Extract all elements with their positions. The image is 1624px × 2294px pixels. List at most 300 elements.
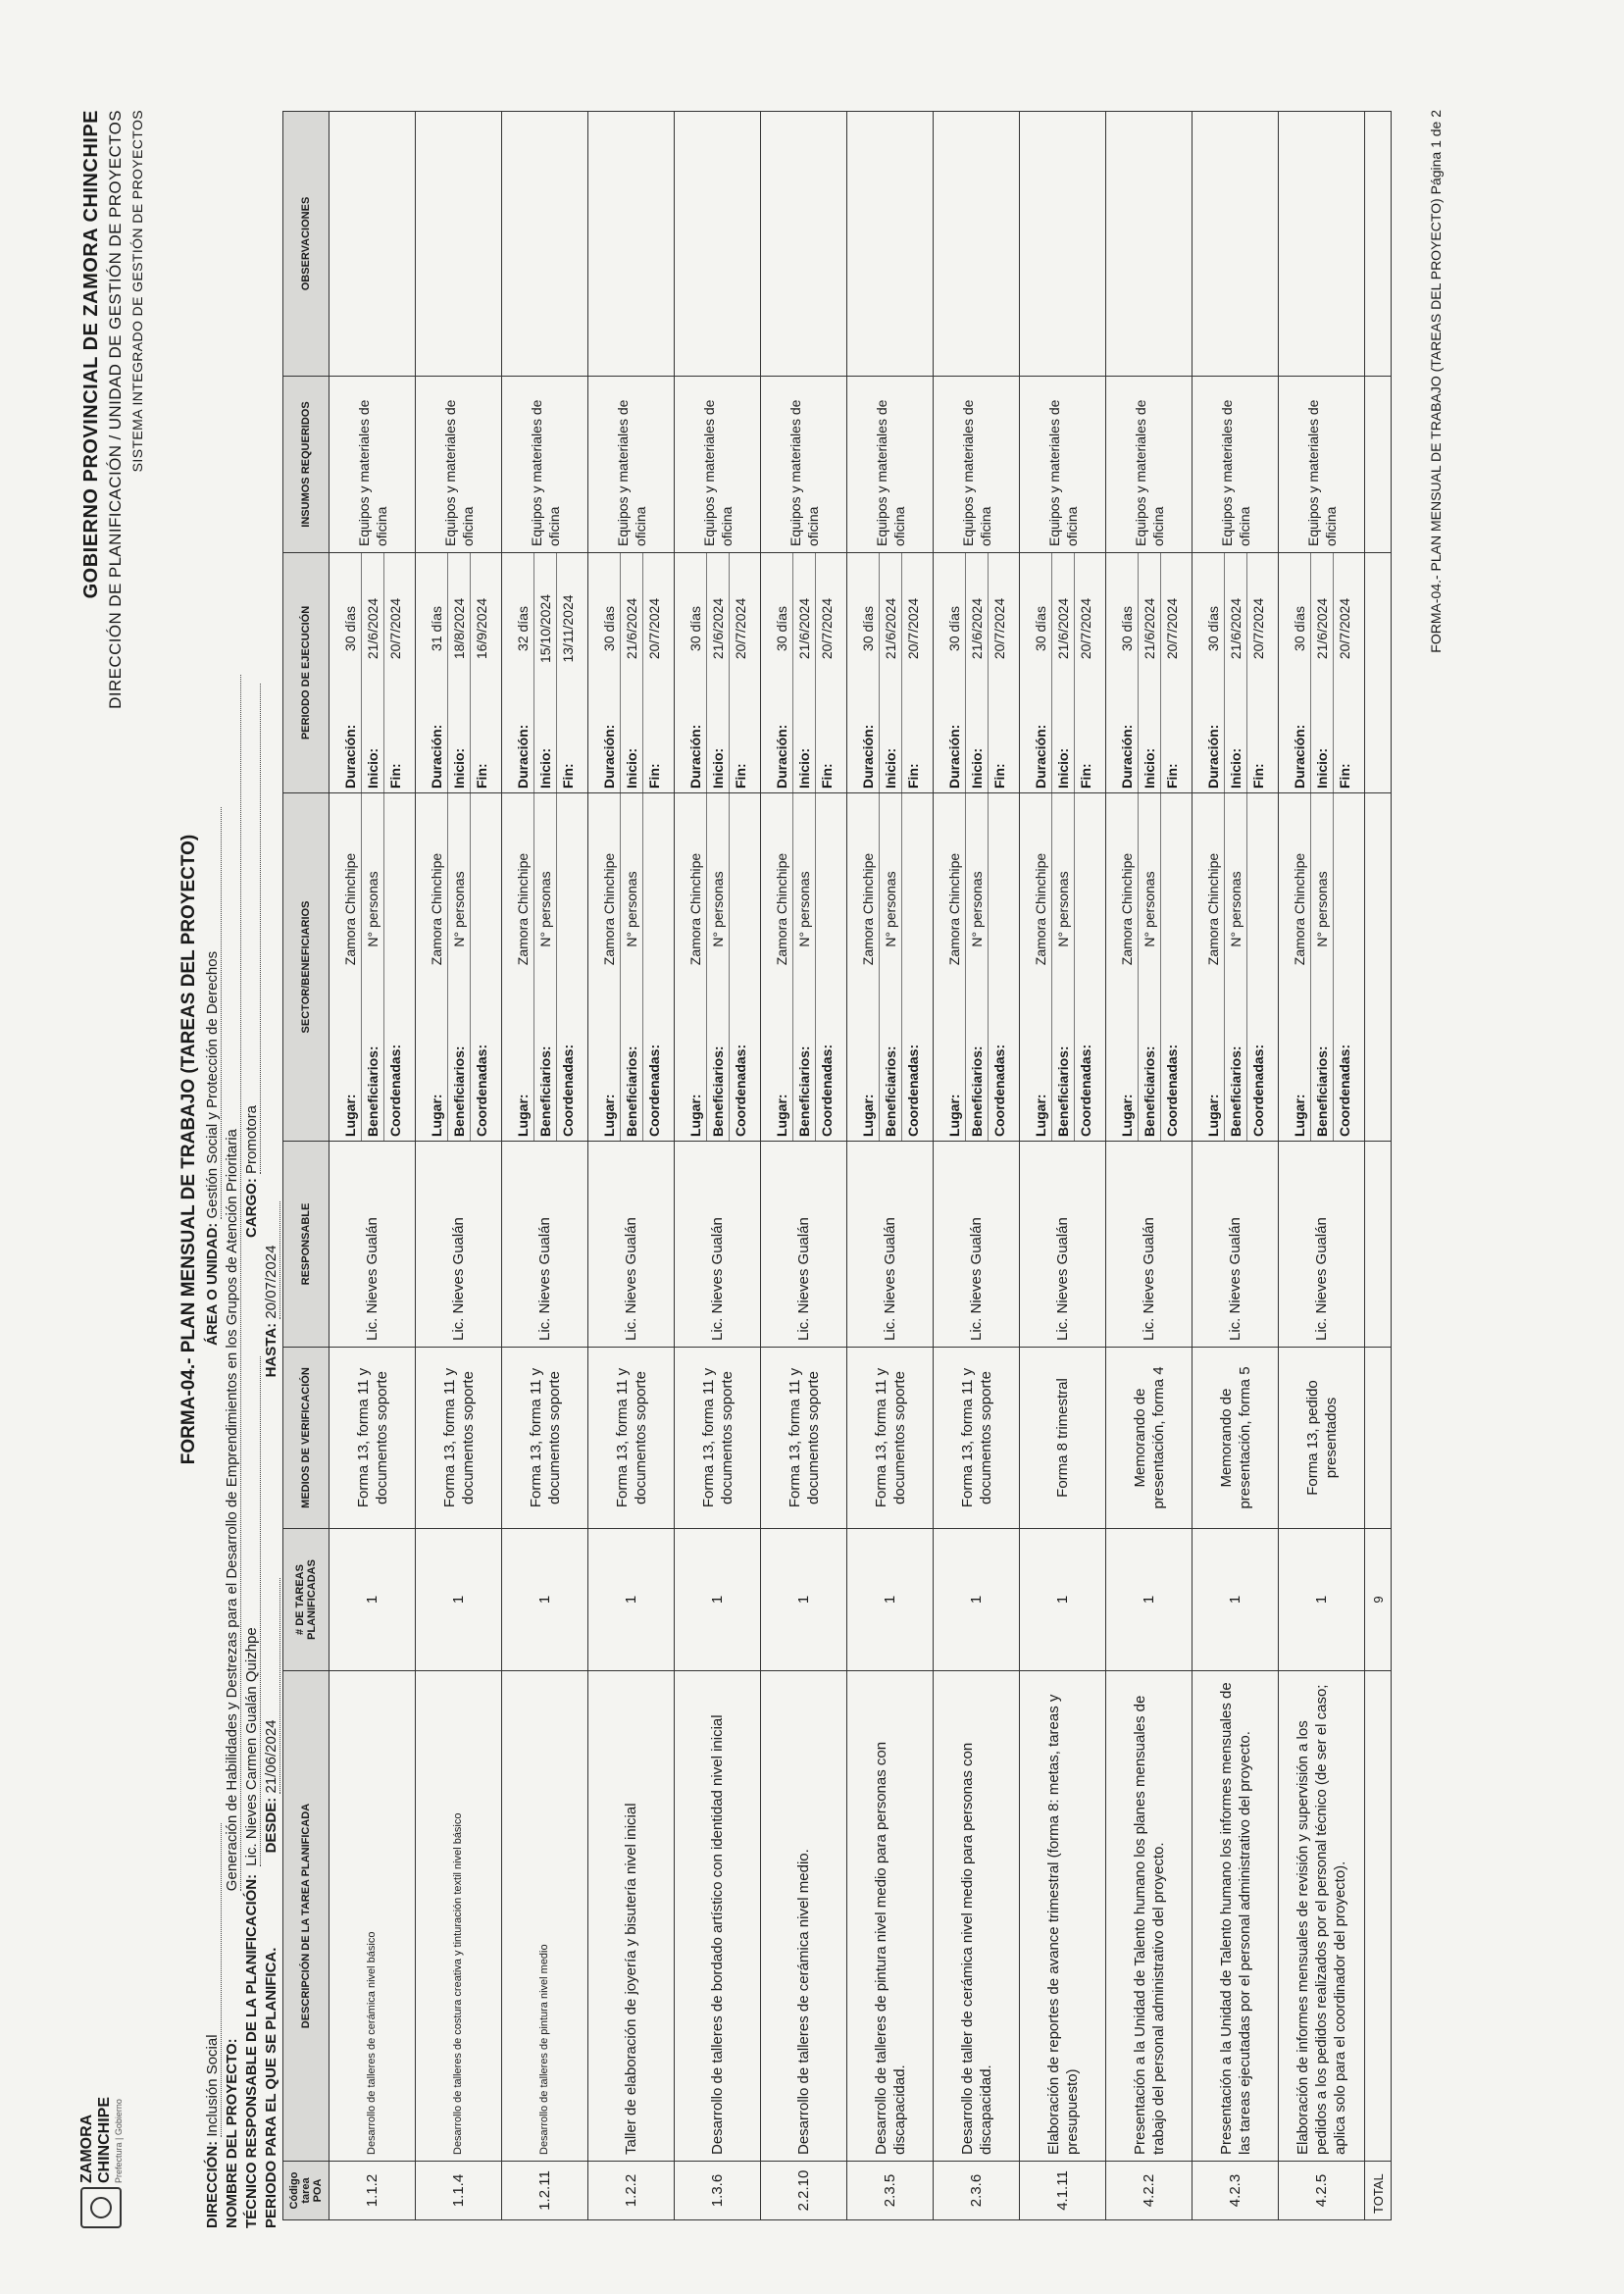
sector-field-label: Beneficiarios:: [1054, 1045, 1071, 1137]
total-row: [1365, 112, 1392, 2220]
period-field: [384, 553, 406, 792]
period-field: [902, 553, 924, 792]
period-field-value: 30 días: [1291, 606, 1307, 651]
verification-means: Forma 13, forma 11 y documentos soporte: [847, 1348, 934, 1529]
verification-means: Forma 13, pedido presentados: [1279, 1348, 1365, 1529]
task-description: Desarrollo de talleres de pintura nivel medio: [502, 1671, 588, 2162]
header-system: SISTEMA INTEGRADO DE GESTIÓN DE PROYECTOS: [129, 110, 145, 473]
desde-value: 21/06/2024: [263, 1578, 280, 1794]
observations: [1193, 112, 1279, 377]
period-field-value: 30 días: [600, 606, 617, 651]
sector-field-label: Lugar:: [1204, 1094, 1221, 1137]
verification-means: Forma 13, forma 11 y documentos soporte: [416, 1348, 502, 1529]
period-field-value: 20/7/2024: [732, 597, 748, 660]
period-field: [857, 553, 880, 792]
period-field-value: 15/10/2024: [536, 593, 553, 664]
table-row: [1279, 112, 1365, 2220]
tecnico-label: TÉCNICO RESPONSABLE DE LA PLANIFICACIÓN:: [243, 1873, 260, 2228]
required-inputs: Equipos y materiales de oficina: [1106, 377, 1193, 553]
period-field-label: Fin:: [904, 763, 921, 789]
period-field-label: Fin:: [1163, 763, 1180, 789]
responsible: Lic. Nieves Gualán: [1020, 1142, 1106, 1348]
task-code: 1.3.6: [675, 2162, 761, 2220]
required-inputs: Equipos y materiales de oficina: [502, 377, 588, 553]
period-field-value: 16/9/2024: [473, 597, 489, 660]
required-inputs: Equipos y materiales de oficina: [588, 377, 675, 553]
sector-field-value: N° personas: [968, 871, 985, 947]
table-row: [675, 112, 761, 2220]
total-empty-5: [1365, 377, 1392, 553]
period-field-label: Fin:: [473, 763, 489, 789]
sector-field-value: Zamora Chinchipe: [341, 852, 358, 966]
responsible: Lic. Nieves Gualán: [675, 1142, 761, 1348]
task-count: 1: [416, 1529, 502, 1671]
form-title: FORMA-04.- PLAN MENSUAL DE TRABAJO (TAREAS DEL PROYECTO): [178, 834, 199, 1465]
period-field: [707, 553, 730, 792]
period-field-value: 32 días: [514, 606, 531, 651]
period-field: [362, 553, 384, 792]
execution-period: [1020, 553, 1106, 793]
period-field-value: 20/7/2024: [1336, 597, 1352, 660]
period-field: [730, 553, 751, 792]
desde-label: DESDE:: [263, 1797, 279, 1854]
period-field-label: Duración:: [773, 724, 789, 789]
period-field-value: 21/6/2024: [1054, 597, 1071, 660]
verification-means: Forma 13, forma 11 y documentos soporte: [502, 1348, 588, 1529]
task-count: 1: [761, 1529, 847, 1671]
period-field: [1225, 553, 1247, 792]
period-field: [989, 553, 1010, 792]
task-code: 1.1.4: [416, 2162, 502, 2220]
period-field-value: 20/7/2024: [1249, 597, 1266, 660]
sector-field-label: Lugar:: [341, 1094, 358, 1137]
col-med: MEDIOS DE VERIFICACIÓN: [283, 1348, 330, 1529]
sector-beneficiaries: [502, 793, 588, 1142]
table-row: [416, 112, 502, 2220]
period-field: [685, 553, 707, 792]
col-ins: INSUMOS REQUERIDOS: [283, 377, 330, 553]
observations: [761, 112, 847, 377]
meta-periodo: [263, 1201, 280, 2228]
sector-field: [512, 793, 534, 1141]
direccion-value: Inclusión Social: [204, 1823, 222, 2137]
sector-field: [1225, 793, 1247, 1141]
task-count: 1: [675, 1529, 761, 1671]
period-field-value: 21/6/2024: [795, 597, 812, 660]
sector-field: [1052, 793, 1075, 1141]
sector-field: [989, 793, 1010, 1141]
sector-field-label: Beneficiarios:: [1313, 1045, 1330, 1137]
period-field-label: Inicio:: [795, 747, 812, 789]
sector-field-label: Beneficiarios:: [364, 1045, 381, 1137]
sector-field-label: Coordenadas:: [990, 1044, 1007, 1137]
execution-period: [675, 553, 761, 793]
period-field-label: Duración:: [428, 724, 444, 789]
period-field-label: Fin:: [1336, 763, 1352, 789]
observations: [330, 112, 416, 377]
sector-beneficiaries: [330, 793, 416, 1142]
sector-field: [1075, 793, 1096, 1141]
sector-field-value: Zamora Chinchipe: [1118, 852, 1135, 966]
total-label: TOTAL: [1365, 2162, 1392, 2220]
sector-field-value: N° personas: [1054, 871, 1071, 947]
period-field: [643, 553, 665, 792]
sector-field: [1334, 793, 1355, 1141]
verification-means: Forma 8 trimestral: [1020, 1348, 1106, 1529]
period-field-label: Inicio:: [364, 747, 381, 789]
sector-field-value: Zamora Chinchipe: [1032, 852, 1048, 966]
sector-field: [643, 793, 665, 1141]
period-field-label: Inicio:: [450, 747, 467, 789]
observations: [1279, 112, 1365, 377]
table-row: [847, 112, 934, 2220]
period-field: [1030, 553, 1052, 792]
sector-field-label: Lugar:: [945, 1094, 962, 1137]
task-count: 1: [1106, 1529, 1193, 1671]
period-field: [1161, 553, 1183, 792]
sector-field-label: Coordenadas:: [904, 1044, 921, 1137]
sector-field: [1030, 793, 1052, 1141]
execution-period: [934, 553, 1020, 793]
sector-beneficiaries: [588, 793, 675, 1142]
sector-field: [793, 793, 816, 1141]
col-obs: OBSERVACIONES: [283, 112, 330, 377]
period-field-label: Inicio:: [1141, 747, 1157, 789]
responsible: Lic. Nieves Gualán: [588, 1142, 675, 1348]
sector-field-value: Zamora Chinchipe: [1291, 852, 1307, 966]
sector-field: [966, 793, 989, 1141]
meta-tecnico: [243, 1356, 261, 2228]
responsible: Lic. Nieves Gualán: [847, 1142, 934, 1348]
cargo-value: Promotora: [243, 684, 261, 1174]
period-field-label: Inicio:: [968, 747, 985, 789]
period-field-label: Inicio:: [1227, 747, 1243, 789]
sector-field-value: N° personas: [795, 871, 812, 947]
sector-field: [857, 793, 880, 1141]
logo-text-2: CHINCHIPE: [96, 2096, 113, 2183]
period-field-label: Duración:: [1291, 724, 1307, 789]
responsible: Lic. Nieves Gualán: [416, 1142, 502, 1348]
sector-field-value: Zamora Chinchipe: [686, 852, 703, 966]
sector-field-value: N° personas: [1313, 871, 1330, 947]
sector-field: [534, 793, 557, 1141]
period-field-label: Inicio:: [709, 747, 726, 789]
table-row: [934, 112, 1020, 2220]
meta-proyecto: [224, 675, 241, 2228]
task-count: 1: [934, 1529, 1020, 1671]
execution-period: [416, 553, 502, 793]
total-empty-6: [1365, 112, 1392, 377]
direccion-label: DIRECCIÓN:: [204, 2140, 221, 2228]
periodo-label: PERIODO PARA EL QUE SE PLANIFICA.: [263, 1947, 279, 2228]
hasta-value: 20/07/2024: [263, 1201, 280, 1319]
verification-means: Forma 13, forma 11 y documentos soporte: [675, 1348, 761, 1529]
task-description: Taller de elaboración de joyería y bisutería nivel inicial: [588, 1671, 675, 2162]
execution-period: [330, 553, 416, 793]
table-row: [1020, 112, 1106, 2220]
period-field: [426, 553, 448, 792]
sector-field-label: Lugar:: [428, 1094, 444, 1137]
period-field: [793, 553, 816, 792]
period-field: [1202, 553, 1225, 792]
period-field-value: 20/7/2024: [1077, 597, 1093, 660]
sector-field: [598, 793, 621, 1141]
sector-beneficiaries: [1193, 793, 1279, 1142]
period-field-label: Inicio:: [623, 747, 639, 789]
task-count: 1: [1020, 1529, 1106, 1671]
observations: [847, 112, 934, 377]
execution-period: [1193, 553, 1279, 793]
period-field-value: 30 días: [341, 606, 358, 651]
period-field: [1116, 553, 1139, 792]
period-field-label: Duración:: [945, 724, 962, 789]
period-field: [1139, 553, 1161, 792]
task-description: Desarrollo de talleres de cerámica nivel básico: [330, 1671, 416, 2162]
execution-period: [1106, 553, 1193, 793]
table-row: [1193, 112, 1279, 2220]
verification-means: Forma 13, forma 11 y documentos soporte: [761, 1348, 847, 1529]
required-inputs: Equipos y materiales de oficina: [847, 377, 934, 553]
sector-field-label: Lugar:: [600, 1094, 617, 1137]
period-field: [557, 553, 579, 792]
sector-field: [880, 793, 902, 1141]
task-table: [282, 111, 1392, 2220]
period-field: [339, 553, 362, 792]
period-field-label: Fin:: [386, 763, 403, 789]
sector-beneficiaries: [1020, 793, 1106, 1142]
responsible: Lic. Nieves Gualán: [1193, 1142, 1279, 1348]
observations: [588, 112, 675, 377]
required-inputs: Equipos y materiales de oficina: [330, 377, 416, 553]
task-code: 4.1.11: [1020, 2162, 1106, 2220]
header-dept: DIRECCIÓN DE PLANIFICACIÓN / UNIDAD DE GESTIÓN DE PROYECTOS: [106, 110, 125, 709]
sector-field-value: N° personas: [623, 871, 639, 947]
period-field-value: 21/6/2024: [709, 597, 726, 660]
sector-field: [557, 793, 579, 1141]
period-field: [471, 553, 492, 792]
sector-field-value: N° personas: [1227, 871, 1243, 947]
sector-field-value: Zamora Chinchipe: [1204, 852, 1221, 966]
period-field: [621, 553, 643, 792]
area-label: ÁREA O UNIDAD:: [204, 1222, 221, 1346]
period-field: [1311, 553, 1334, 792]
task-count: 1: [502, 1529, 588, 1671]
sector-field: [902, 793, 924, 1141]
period-field-label: Inicio:: [1054, 747, 1071, 789]
period-field-label: Fin:: [1249, 763, 1266, 789]
period-field-label: Inicio:: [536, 747, 553, 789]
period-field: [1052, 553, 1075, 792]
observations: [1106, 112, 1193, 377]
sector-field: [621, 793, 643, 1141]
col-desc: DESCRIPCIÓN DE LA TAREA PLANIFICADA: [283, 1671, 330, 2162]
period-field-value: 20/7/2024: [904, 597, 921, 660]
sector-beneficiaries: [675, 793, 761, 1142]
col-num: # DE TAREAS PLANIFICADAS: [283, 1529, 330, 1671]
sector-field: [1161, 793, 1183, 1141]
sector-field-value: Zamora Chinchipe: [859, 852, 876, 966]
responsible: Lic. Nieves Gualán: [761, 1142, 847, 1348]
period-field-value: 21/6/2024: [364, 597, 381, 660]
sector-field-label: Beneficiarios:: [795, 1045, 812, 1137]
sector-field: [339, 793, 362, 1141]
sector-field-label: Coordenadas:: [559, 1044, 576, 1137]
execution-period: [588, 553, 675, 793]
col-sec: SECTOR/BENEFICIARIOS: [283, 793, 330, 1142]
required-inputs: Equipos y materiales de oficina: [934, 377, 1020, 553]
table-row: [761, 112, 847, 2220]
meta-cargo: [243, 684, 261, 1238]
col-code: Código tarea POA: [283, 2162, 330, 2220]
sector-field-value: N° personas: [536, 871, 553, 947]
task-code: 2.3.6: [934, 2162, 1020, 2220]
sector-field: [1116, 793, 1139, 1141]
period-field-label: Fin:: [559, 763, 576, 789]
sector-field-label: Coordenadas:: [732, 1044, 748, 1137]
task-count: 1: [588, 1529, 675, 1671]
sector-field-label: Coordenadas:: [818, 1044, 835, 1137]
sector-beneficiaries: [761, 793, 847, 1142]
task-code: 1.2.11: [502, 2162, 588, 2220]
sector-field-value: N° personas: [364, 871, 381, 947]
period-field-label: Inicio:: [882, 747, 898, 789]
period-field-value: 21/6/2024: [1313, 597, 1330, 660]
period-field-value: 18/8/2024: [450, 597, 467, 660]
header-org: GOBIERNO PROVINCIAL DE ZAMORA CHINCHIPE: [80, 110, 102, 599]
period-field: [966, 553, 989, 792]
period-field-label: Duración:: [1204, 724, 1221, 789]
required-inputs: Equipos y materiales de oficina: [1279, 377, 1365, 553]
responsible: Lic. Nieves Gualán: [1106, 1142, 1193, 1348]
sector-field-label: Beneficiarios:: [709, 1045, 726, 1137]
verification-means: Forma 13, forma 11 y documentos soporte: [330, 1348, 416, 1529]
responsible: Lic. Nieves Gualán: [330, 1142, 416, 1348]
period-field-value: 21/6/2024: [623, 597, 639, 660]
total-empty-2: [1365, 1142, 1392, 1348]
proyecto-label: NOMBRE DEL PROYECTO:: [224, 2038, 240, 2228]
task-description: Desarrollo de talleres de cerámica nivel medio.: [761, 1671, 847, 2162]
table-row: [1106, 112, 1193, 2220]
task-description: Desarrollo de talleres de costura creativa y tinturación textil nivel básico: [416, 1671, 502, 2162]
sector-beneficiaries: [416, 793, 502, 1142]
logo-text-1: ZAMORA: [78, 2114, 95, 2183]
task-code: 4.2.2: [1106, 2162, 1193, 2220]
task-description: Presentación a la Unidad de Talento humano los planes mensuales de trabajo del personal administrativo del proyecto.: [1106, 1671, 1193, 2162]
period-field-label: Fin:: [1077, 763, 1093, 789]
task-count: 1: [847, 1529, 934, 1671]
period-field-value: 30 días: [1204, 606, 1221, 651]
sector-field-value: Zamora Chinchipe: [428, 852, 444, 966]
shield-icon: [80, 2187, 122, 2228]
execution-period: [502, 553, 588, 793]
period-field-value: 30 días: [1032, 606, 1048, 651]
period-field: [512, 553, 534, 792]
period-field: [598, 553, 621, 792]
sector-field: [471, 793, 492, 1141]
sector-field: [1311, 793, 1334, 1141]
task-count: 1: [1279, 1529, 1365, 1671]
task-code: 1.2.2: [588, 2162, 675, 2220]
execution-period: [1279, 553, 1365, 793]
period-field-value: 20/7/2024: [645, 597, 662, 660]
period-field: [448, 553, 471, 792]
sector-field: [362, 793, 384, 1141]
sector-field-label: Coordenadas:: [1249, 1044, 1266, 1137]
area-value: Gestión Social y Protección de Derechos: [204, 807, 222, 1219]
task-description: Desarrollo de taller de cerámica nivel medio para personas con discapacidad.: [934, 1671, 1020, 2162]
period-field-value: 30 días: [945, 606, 962, 651]
sector-field: [426, 793, 448, 1141]
period-field-label: Duración:: [514, 724, 531, 789]
sector-field-label: Beneficiarios:: [623, 1045, 639, 1137]
sector-field-label: Coordenadas:: [1336, 1044, 1352, 1137]
sector-beneficiaries: [1279, 793, 1365, 1142]
sector-field-label: Beneficiarios:: [450, 1045, 467, 1137]
period-field-label: Duración:: [341, 724, 358, 789]
total-spacer: [1365, 1671, 1392, 2162]
sector-field-label: Coordenadas:: [386, 1044, 403, 1137]
period-field: [880, 553, 902, 792]
responsible: Lic. Nieves Gualán: [1279, 1142, 1365, 1348]
cargo-label: CARGO:: [243, 1178, 260, 1238]
period-field-label: Fin:: [732, 763, 748, 789]
total-value: 9: [1365, 1529, 1392, 1671]
responsible: Lic. Nieves Gualán: [934, 1142, 1020, 1348]
sector-field: [685, 793, 707, 1141]
period-field: [1334, 553, 1355, 792]
sector-field: [1289, 793, 1311, 1141]
period-field-value: 30 días: [773, 606, 789, 651]
period-field-value: 20/7/2024: [1163, 597, 1180, 660]
sector-field-label: Beneficiarios:: [1141, 1045, 1157, 1137]
sector-field-label: Coordenadas:: [1163, 1044, 1180, 1137]
observations: [1020, 112, 1106, 377]
required-inputs: Equipos y materiales de oficina: [416, 377, 502, 553]
period-field: [771, 553, 793, 792]
verification-means: Memorando de presentación, forma 4: [1106, 1348, 1193, 1529]
sector-field-value: N° personas: [882, 871, 898, 947]
hasta-label: HASTA:: [263, 1322, 279, 1378]
sector-field-value: N° personas: [1141, 871, 1157, 947]
task-code: 4.2.3: [1193, 2162, 1279, 2220]
period-field-value: 13/11/2024: [559, 594, 576, 663]
task-code: 4.2.5: [1279, 2162, 1365, 2220]
period-field-value: 20/7/2024: [386, 597, 403, 660]
task-code: 1.1.2: [330, 2162, 416, 2220]
sector-field-label: Beneficiarios:: [536, 1045, 553, 1137]
sector-field: [1247, 793, 1269, 1141]
rotated-page: [55, 71, 1467, 2228]
sector-field: [730, 793, 751, 1141]
execution-period: [847, 553, 934, 793]
verification-means: Forma 13, forma 11 y documentos soporte: [934, 1348, 1020, 1529]
required-inputs: Equipos y materiales de oficina: [761, 377, 847, 553]
period-field: [1075, 553, 1096, 792]
col-resp: RESPONSABLE: [283, 1142, 330, 1348]
period-field-label: Duración:: [859, 724, 876, 789]
observations: [416, 112, 502, 377]
period-field-value: 21/6/2024: [882, 597, 898, 660]
period-field-value: 20/7/2024: [818, 597, 835, 660]
logo-text-3: Prefectura | Gobierno: [114, 2099, 124, 2183]
sector-field: [707, 793, 730, 1141]
sector-field-value: Zamora Chinchipe: [514, 852, 531, 966]
period-field: [943, 553, 966, 792]
prefectura-logo: [76, 2081, 124, 2228]
page-footer: FORMA-04.- PLAN MENSUAL DE TRABAJO (TAREAS DEL PROYECTO) Página 1 de 2: [1428, 110, 1444, 653]
sector-field-label: Lugar:: [1118, 1094, 1135, 1137]
sector-field: [943, 793, 966, 1141]
